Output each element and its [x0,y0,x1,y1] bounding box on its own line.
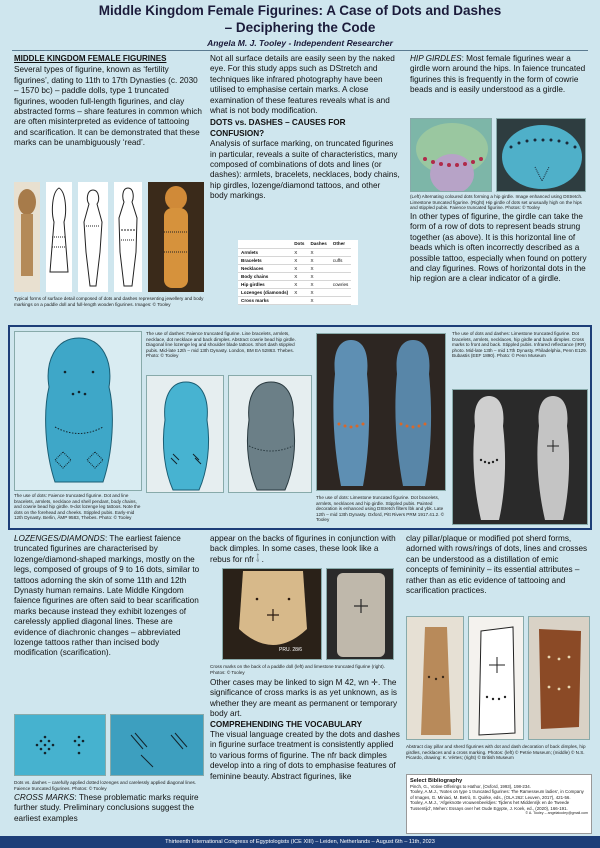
copyright-note: © A. Tooley – angelatooley@gmail.com [525,811,588,816]
intro-heading: MIDDLE KINGDOM FEMALE FIGURINES [14,54,167,63]
line-lozenge-photo [110,714,204,776]
figurine-panel [8,325,592,530]
marks-table-row [238,280,351,288]
faience-figurine-1 [15,332,142,491]
marks-table-cell: X [291,280,307,288]
bibliography-entry: Tooley, A.M.J., ‘Afgeknotte vrouwenbeeldjes: Tijdens het Middenrijk en de Tweede Tussentijd’, Mehen: Essays over het Oude Egypte, J. Koek, ed., (2020), 166-191. [410,800,570,811]
title-line-1: Middle Kingdom Female Figurines: A Case of Dots and Dashes [98,3,502,18]
marks-table-row [238,288,351,296]
dots-dashes-heading: DOTS vs. DASHES – CAUSES FOR CONFUSION? [210,118,346,138]
techniques-text: Not all surface details are easily seen by the naked eye. For this study apps such as DStretch and techniques like infrared photography have been utilised to emphasise certain marks. A close examination of these features reveals what is and what is not body modification. [210,54,395,116]
marks-table-cell: cowries [330,280,352,288]
irr-figurine-photo [452,389,588,525]
marks-table-row [238,248,351,256]
marks-table-cell: X [307,288,329,296]
lozenges-section [14,534,204,659]
marks-table-cell: X [307,264,329,272]
marks-table-cell: Armlets [238,248,291,256]
cross-mark-caption: Cross marks on the back of a paddle doll (left) and limestone truncated figurine (right). Photos: © Tooley [210,664,385,675]
lozenges-text: : The earliest faience truncated figurines are characterised by lozenge/diamond-shaped markings, mostly on the legs, composed of groups of 9 to 16 dots, similar to tattoos adorning the skin of some 11th and 12th Dynasty human remains. Late Middle Kingdom faience figurines are often said to bear scarification marks because instead they exhibit lozenges of carelessly applied diagonal lines. These are evidence of diachronic changes – abbreviated lozenge tattoos rather than incised body modification (scarification). [14,534,200,658]
marks-table [238,240,351,305]
abstract-caption: Abstract clay pillar and sherd figurines with dot and dash decoration of back dimples, hip girdles, necklaces and a cross marking. Photos: (left) © Petrie Museum; (middle) © N.S. Picardo, drawing: K. Vértes; (right) © British Museum [406,744,586,761]
marks-table-row [238,272,351,280]
panel-caption-top-left: The use of dashes: Faience truncated figurine. Line bracelets, armlets, necklace, dot necklace and back dimples. Abstract cowrie bead hip girdle. Diagonal line lozenge leg and shoulder blade tattoos. Short dash stippled pubis. Mid-late 12th – mid 13th Dynasty. London, BM EA 52863. Thebes. Photo: © Tooley [146,331,296,359]
hip-girdles-heading: HIP GIRDLES [410,54,462,63]
conference-footer: Thirteenth International Congress of Egyptologists (ICE XIII) – Leiden, Netherlands – August 6th – 11th, 2023 [0,836,600,848]
marks-table-cell: X [291,272,307,280]
limestone-figurine-photo [316,333,446,491]
marks-table-cell [330,272,352,280]
marks-table-cell: Cross marks [238,296,291,304]
faience-figurine-dashes-front [146,375,224,493]
marks-table-cell: cuffs [330,256,352,264]
marks-table-col-header: Dots [291,240,307,248]
dotted-lozenge-photo [14,714,106,776]
intro-figures [14,182,204,292]
marks-table-cell: X [291,288,307,296]
cross-marks-text: : These problematic marks require further study. Preliminary conclusions suggest the earliest examples [14,793,199,823]
marks-table-body [238,248,351,304]
marks-table-col-header: Other [330,240,352,248]
vocabulary-text: The visual language created by the dots and dashes in figurine surface treatment is consistently applied to various forms of figurine. The nfr back dimples develop into a ring of dots to emphasise features of feminine beauty. Abstract figurines, like [210,730,400,781]
wooden-figure-drawing-2 [114,182,142,292]
lozenges-heading: LOZENGES/DIAMONDS [14,534,105,543]
marks-table-cell: X [307,296,329,304]
marks-table-cell [291,296,307,304]
sign-m42-text: Other cases may be linked to sign M 42, wn ✛. The significance of cross marks is as yet unknown, as is whether they are meant as permanent or temporary body art. [210,678,398,719]
bibliography-entry: Pinch, G., Votive Offerings to Hathor, (Oxford, 1993), 198-234. [410,784,531,789]
intro-text: Several types of figurine, known as ‘fertility figurines’, dating to 11th to 17th Dynasties (c. 2030 – 1570 bc) – paddle dolls, type 1 truncated figurines, wooden full-length figurines, and clay abstracted forms – share features in common which are often misinterpreted as evidence of tattooing and scarification. It can be demonstrated that these marks can be unambiguously ‘read’. [14,65,202,148]
dots-dashes-section [210,54,400,202]
faience-figurine-dots-photo [14,331,142,491]
sherd-drawing [468,616,524,740]
limestone-cross-photo [326,568,394,660]
abstract-figurines-text: clay pillar/plaque or modified pot sherd forms, adorned with rows/rings of dots, lines and crosses can be understood as a distillation of emic concepts of femininity – its essential attributes – rather than as etic evidence of tattooing and scarification practices. [406,534,588,596]
marks-table-cell: X [291,264,307,272]
girdle-beads-text: In other types of figurine, the girdle can take the form of a row of dots to represent beads strung together (as above). It is this horizontal line of beads which is often incorrectly described as a possible tattoo, especially when found on pottery and clay figurines. Rows of horizontal dots in the hip region are a clear indicator of a girdle. [410,212,587,284]
marks-table-cell: X [307,272,329,280]
paddle-doll-drawing [46,182,72,292]
panel-caption-bottom-mid: The use of dots: Limestone truncated figurine. Dot bracelets, armlets, necklaces and hip girdle. Stippled pubis. Painted decoration is enhanced using DStretch filters lbk and ybk. Late 12th – mid 13th Dynasty. Oxford, Pitt Rivers PRM 1917.41.2. © Tooley [316,495,445,523]
marks-table-wrap [238,240,358,305]
hip-girdles-section [410,54,590,96]
cross-marks-heading: CROSS MARKS [14,793,75,802]
intro-section [14,54,204,149]
panel-caption-bottom-left: The use of dots: Faience truncated figurine. Dot and line bracelets, armlets, necklace and shell pendant, body chains, and cowrie bead hip girdle. 9-dot lozenge leg tattoos. Note the dots on the forehead and cheeks. Stippled pubis. Early-mid 12th Dynasty. Berlin, ÄMP 9583, Thebes. Photo: © Tooley [14,493,141,521]
wooden-figure-drawing-1 [78,182,108,292]
marks-table-cell: Necklaces [238,264,291,272]
marks-table-header [238,240,351,248]
title-line-2: – Deciphering the Code [224,20,376,35]
vocabulary-heading: COMPREHENDING THE VOCABULARY [210,719,363,729]
clay-pillar-photo [406,616,464,740]
girdle-figure-left [411,119,492,192]
bibliography-heading: Select Bibliography [410,778,463,784]
dots-dashes-text: Analysis of surface marking, on truncated figurines in particular, reveals a suite of characteristics, many composed of combinations of dots and lines (or dashes): armlets, bracelets, necklaces, body chains, hip girdles, lozenge/diamond tattoos, and other body markings. [210,139,400,201]
bibliography-entry: Tooley, A.M.J., ‘Notes on type 1 truncated figurines: The Ramesseum ladies’, in Company of Images, G. Miniaci, M. Betrò, S. Quirke, eds., (OLA 262: Leuven, 2017), 421-56. [410,789,584,800]
header-divider [12,50,588,51]
faience-figurine-dashes-back [228,375,312,493]
marks-table-cell: Lozenges (diamonds) [238,288,291,296]
author-line: Angela M. J. Tooley - Independent Researcher [207,38,393,48]
panel-caption-top-right: The use of dots and dashes: Limestone truncated figurine. Dot bracelets, armlets, necklaces, hip girdle and back dimples. Cross marks to front and back. Stippled pubis. Infrared reflectance (IRR) photo. Mid-late 13th – mid 17th Dynasty. Philadelphia, Penn E129. Bubastis (EEF 1890). Photo: © Penn Museum [452,331,588,359]
marks-table-cell [330,264,352,272]
marks-table-cell: Bracelets [238,256,291,264]
marks-table-cell: X [291,256,307,264]
intro-caption: Typical forms of surface detail composed of dots and dashes representing jewellery and body markings on a paddle doll and full-length wooden figurines. Images: © Tooley [14,296,204,307]
marks-table-col-header: Dashes [307,240,329,248]
hip-girdles-text: : Most female figurines wear a girdle worn around the hips. In faience truncated figurines this is frequently in the form of cowrie beads and is easily understood as a girdle. [410,54,586,95]
marks-table-cell: X [291,248,307,256]
marks-table-cell [330,248,352,256]
marks-table-row [238,256,351,264]
marks-table-cell: Hip girdles [238,280,291,288]
paddle-doll-cross-photo [222,568,322,660]
marks-table-row [238,264,351,272]
vocabulary-section [210,678,400,782]
marks-table-cell: X [307,256,329,264]
hip-girdle-photo-right [496,118,586,192]
museum-number-label: PRU. 28/6 [279,647,303,653]
marks-table-cell [330,288,352,296]
sherd-photo [528,616,590,740]
lozenge-caption: Dots vs. dashes – carefully applied dotted lozenges and carelessly applied diagonal lines. Faience truncated figurines. Photos: © Tooley [14,780,197,791]
rebus-text: appear on the backs of figurines in conjunction with back dimples. In some cases, these look like a rebus for nfr 𓄤 . [210,534,396,564]
hip-girdle-photo-left [410,118,492,192]
hip-girdle-caption: (Left) Alternating coloured dots forming a hip girdle. Image enhanced using DStretch. Limestone truncated figurine. (Right) Hip girdle of dots set unusually high on the hips and stippled pubis. Faience truncated figurine. Photos: © Tooley [410,194,583,211]
bibliography-box [406,774,592,834]
girdle-figure-right [497,119,586,192]
marks-table-cell: X [307,280,329,288]
marks-table-cell [330,296,352,304]
marks-table-col-header [238,240,291,248]
figurine-drawings [14,182,204,292]
poster-title [0,2,600,36]
cross-marks-section [14,793,204,824]
marks-table-row [238,296,351,304]
marks-table-cell: Body chains [238,272,291,280]
marks-table-cell: X [307,248,329,256]
wooden-figure-photo [148,182,204,292]
